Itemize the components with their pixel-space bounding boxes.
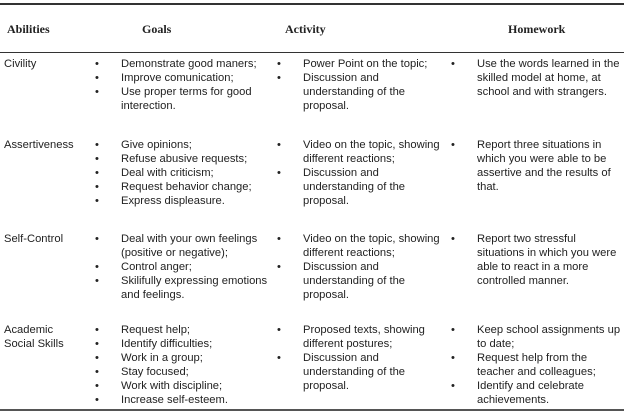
header-abilities: Abilities — [7, 22, 50, 36]
activity-cell — [277, 138, 449, 208]
activity-cell — [277, 232, 449, 302]
goals-list-item: • Identify difficulties; — [95, 337, 273, 351]
activity-list-item: • Discussion and understanding of the proposal. — [277, 166, 449, 208]
goals-cell — [95, 57, 273, 113]
homework-cell — [451, 138, 623, 194]
activity-list-item: • Video on the topic, showing different reactions; — [277, 232, 449, 260]
activity-list-item: • Proposed texts, showing different postures; — [277, 323, 449, 351]
activity-list-item: • Power Point on the topic; — [277, 57, 449, 71]
header-rule — [0, 52, 624, 53]
goals-list-item: • Work with discipline; — [95, 379, 273, 393]
goals-list-item: • Request help; — [95, 323, 273, 337]
goals-list-item: • Skilifully expressing emotions and feelings. — [95, 274, 273, 302]
goals-list-item: • Express displeasure. — [95, 194, 273, 208]
table-top-rule — [0, 3, 624, 5]
activity-cell — [277, 323, 449, 393]
goals-list-item: • Deal with criticism; — [95, 166, 273, 180]
header-activity: Activity — [285, 22, 326, 36]
homework-list-item: • Report two stressful situations in which you were able to react in a more controlled manner. — [451, 232, 623, 288]
header-goals: Goals — [142, 22, 172, 36]
ability-cell: Academic Social Skills — [4, 324, 64, 350]
ability-cell: Self-Control — [4, 233, 64, 245]
goals-list-item: • Control anger; — [95, 260, 273, 274]
activity-cell — [277, 57, 449, 113]
homework-list-item: • Identify and celebrate achievements. — [451, 379, 623, 407]
table-bottom-rule — [0, 409, 624, 411]
goals-list-item: • Stay focused; — [95, 365, 273, 379]
homework-cell — [451, 57, 623, 99]
goals-list-item: • Deal with your own feelings (positive or negative); — [95, 232, 273, 260]
goals-list-item: • Demonstrate good maners; — [95, 57, 273, 71]
homework-cell — [451, 323, 623, 407]
homework-list-item: • Use the words learned in the skilled model at home, at school and with strangers. — [451, 57, 623, 99]
goals-cell — [95, 323, 273, 407]
goals-list-item: • Work in a group; — [95, 351, 273, 365]
goals-list-item: • Use proper terms for good interection. — [95, 85, 273, 113]
homework-list-item: • Report three situations in which you were able to be assertive and the results of that. — [451, 138, 623, 194]
goals-list-item: • Refuse abusive requests; — [95, 152, 273, 166]
homework-list-item: • Keep school assignments up to date; — [451, 323, 623, 351]
activity-list-item: • Discussion and understanding of the proposal. — [277, 260, 449, 302]
ability-cell: Civility — [4, 58, 37, 70]
activity-list-item: • Discussion and understanding of the proposal. — [277, 71, 449, 113]
goals-list-item: • Increase self-esteem. — [95, 393, 273, 407]
homework-cell — [451, 232, 623, 288]
goals-cell — [95, 232, 273, 302]
goals-list-item: • Improve comunication; — [95, 71, 273, 85]
ability-cell: Assertiveness — [4, 139, 74, 151]
homework-list-item: • Request help from the teacher and colleagues; — [451, 351, 623, 379]
goals-cell — [95, 138, 273, 208]
goals-list-item: • Request behavior change; — [95, 180, 273, 194]
activity-list-item: • Video on the topic, showing different reactions; — [277, 138, 449, 166]
activity-list-item: • Discussion and understanding of the proposal. — [277, 351, 449, 393]
goals-list-item: • Give opinions; — [95, 138, 273, 152]
header-homework: Homework — [508, 22, 566, 36]
